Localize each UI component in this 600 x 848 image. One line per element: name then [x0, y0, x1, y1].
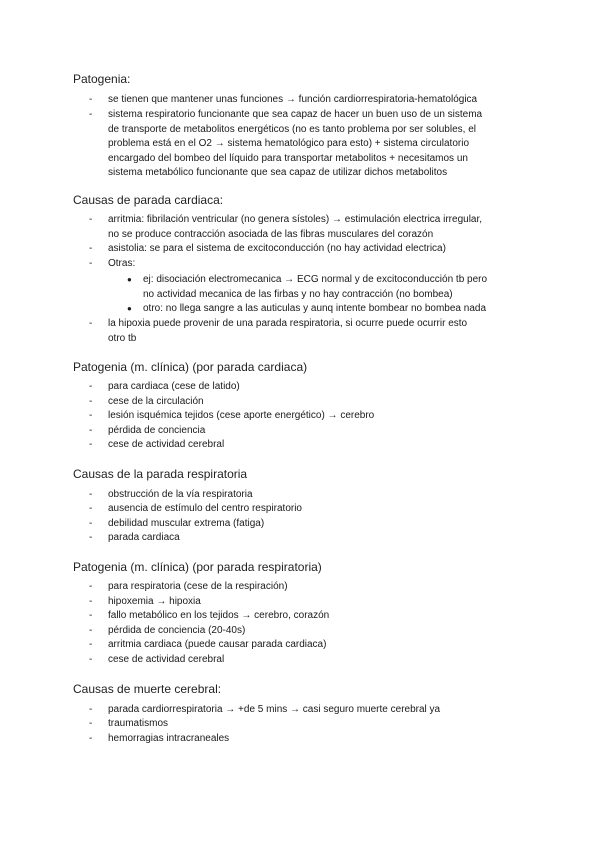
dash-marker: - — [89, 610, 93, 621]
list-item-text: obstrucción de la vía respiratoria — [108, 489, 253, 500]
list-item-text: debilidad muscular extrema (fatiga) — [108, 518, 265, 529]
section-title-causas-parada-respiratoria: Causas de la parada respiratoria — [73, 467, 248, 481]
list-item-text: fallo metabólico en los tejidos → cerebro, corazón — [108, 610, 330, 621]
dash-marker: - — [89, 503, 93, 514]
dash-marker: - — [89, 654, 93, 665]
dash-marker: - — [89, 581, 93, 592]
dash-marker: - — [89, 639, 93, 650]
list-item-text: pérdida de conciencia (20-40s) — [108, 625, 246, 636]
section-title-patogenia: Patogenia: — [73, 72, 131, 86]
list-item-text: arritmia: fibrilación ventricular (no genera sístoles) → estimulación electrica irregular, no se produce contracción asociada de las fibras musculares del corazón — [108, 214, 483, 240]
dash-marker: - — [89, 258, 93, 269]
list-item-text: cese de actividad cerebral — [108, 439, 225, 450]
list-item-text: la hipoxia puede provenir de una parada respiratoria, si ocurre puede ocurrir esto otro tb — [108, 318, 468, 344]
list-item-text: sistema respiratorio funcionante que sea capaz de hacer un buen uso de un sistema de transporte de metabolitos energéticos (no es tanto problema por ser solubles, el problema está en el O2 → sistema hematológico para esto) + sistema circulatorio encargado del bombeo del líquido para transportar metabolitos + necesitamos un sistema metabólico funcionante que sea capaz de utilizar dichos metabolitos — [108, 109, 483, 178]
list-item-text: para cardiaca (cese de latido) — [108, 381, 240, 392]
bullet-marker: ● — [127, 304, 132, 313]
dash-marker: - — [89, 214, 93, 225]
dash-marker: - — [89, 318, 93, 329]
list-item-text: cese de actividad cerebral — [108, 654, 225, 665]
sub-list-item-text: otro: no llega sangre a las auticulas y aunq intente bombear no bombea nada — [143, 303, 487, 314]
list-item-text: cese de la circulación — [108, 396, 204, 407]
dash-marker: - — [89, 94, 93, 105]
list-item-text: ausencia de estímulo del centro respiratorio — [108, 503, 302, 514]
list-item-text: asistolia: se para el sistema de excitoconducción (no hay actividad electrica) — [108, 243, 446, 254]
dash-marker: - — [89, 704, 93, 715]
list-item-text: lesión isquémica tejidos (cese aporte energético) → cerebro — [108, 410, 375, 421]
dash-marker: - — [89, 518, 93, 529]
dash-marker: - — [89, 718, 93, 729]
dash-marker: - — [89, 532, 93, 543]
dash-marker: - — [89, 425, 93, 436]
section-title-patogenia-parada-cardiaca: Patogenia (m. clínica) (por parada cardiaca) — [73, 360, 308, 374]
list-item-text: para respiratoria (cese de la respiración) — [108, 581, 288, 592]
section-title-patogenia-parada-respiratoria: Patogenia (m. clínica) (por parada respiratoria) — [73, 560, 322, 574]
list-item-text: arritmia cardiaca (puede causar parada cardiaca) — [108, 639, 327, 650]
dash-marker: - — [89, 489, 93, 500]
list-item-text: hemorragias intracraneales — [108, 733, 230, 744]
dash-marker: - — [89, 410, 93, 421]
dash-marker: - — [89, 596, 93, 607]
dash-marker: - — [89, 625, 93, 636]
dash-marker: - — [89, 396, 93, 407]
section-title-causas-parada-cardiaca: Causas de parada cardiaca: — [73, 193, 224, 207]
list-item-text: traumatismos — [108, 718, 169, 729]
dash-marker: - — [89, 439, 93, 450]
list-item-text: pérdida de conciencia — [108, 425, 206, 436]
bullet-marker: ● — [127, 275, 132, 284]
dash-marker: - — [89, 109, 93, 120]
section-title-causas-muerte-cerebral: Causas de muerte cerebral: — [73, 682, 222, 696]
dash-marker: - — [89, 733, 93, 744]
dash-marker: - — [89, 243, 93, 254]
sub-list-item-text: ej: disociación electromecanica → ECG normal y de excitoconducción tb pero no actividad mecanica de las firbas y no hay contracción (no bombea) — [143, 274, 488, 300]
list-item-text: parada cardiorrespiratoria → +de 5 mins → casi seguro muerte cerebral ya — [108, 704, 441, 715]
list-item-text: se tienen que mantener unas funciones → función cardiorrespiratoria-hematológica — [108, 94, 478, 105]
dash-marker: - — [89, 381, 93, 392]
list-item-text: hipoxemia → hipoxia — [108, 596, 201, 607]
list-item-text: Otras: — [108, 258, 136, 269]
list-item-text: parada cardiaca — [108, 532, 180, 543]
